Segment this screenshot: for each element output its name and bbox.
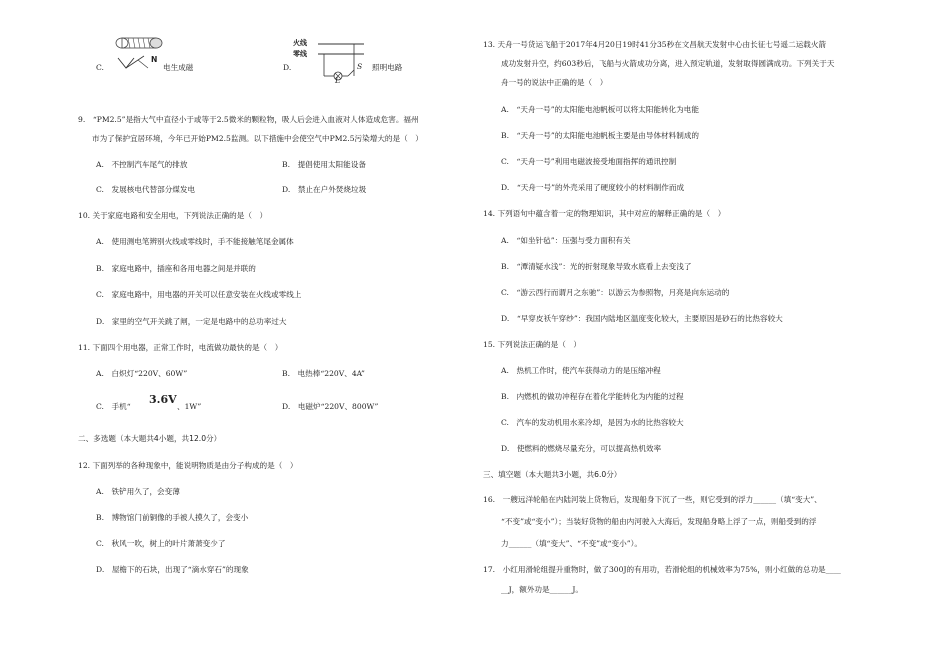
q15-stem: 15. 下列说法正确的是（ ） [483,340,582,349]
q8-option-c-letter: C. [96,63,104,72]
q13-stem-line1: 13. 天舟一号货运飞船于2017年4月20日19时41分35秒在文昌航天发射中心由长征七号遥二运载火箭 [483,40,827,49]
q13-stem-line3: 舟一号的说法中正确的是（ ） [501,78,608,87]
q10-option-b: B. 家庭电路中，插座和各用电器之间是并联的 [96,264,256,273]
q14-option-a: A. “如坐针毡”：压强与受力面积有关 [501,236,631,245]
q10-option-a: A. 使用测电笔辨别火线或零线时，手不能接触笔尾金属体 [96,237,294,246]
q8-figure-n-label: N [151,55,158,64]
q14-option-c: C. “游云西行而谓月之东驰”：以游云为参照物，月亮是向东运动的 [501,288,730,297]
q9-option-a: A. 不控制汽车尾气的排放 [96,160,188,169]
q8-circuit-neutral-label: 零线 [293,50,307,58]
q13-option-b: B. “天舟一号”的太阳能电池帆板主要是由导体材料制成的 [501,131,700,140]
q12-option-d: D. 屋檐下的石块，出现了“滴水穿石”的现象 [96,565,249,574]
q12-stem: 12. 下面列举的各种现象中，能说明物质是由分子构成的是（ ） [78,461,298,470]
q9-stem-line2: 市为了保护宜居环境，今年已开始PM2.5监测。以下措施中会使空气中PM2.5污染增大的是（ ） [92,134,423,143]
q16-line2: “不变”或“变小”）；当装好货物的船由内河驶入大海后，发现船身略上浮了一点，则船受到的浮 [501,517,817,526]
q14-stem: 14. 下列语句中蕴含着一定的物理知识，其中对应的解释正确的是（ ） [483,209,726,218]
q11-option-b: B. 电热棒“220V、4A” [282,369,365,378]
q11-option-d: D. 电磁炉“220V、800W” [282,402,379,411]
q15-option-a: A. 热机工作时，使汽车获得动力的是压缩冲程 [501,366,661,375]
q13-option-d: D. “天舟一号”的外壳采用了硬度较小的材料制作而成 [501,183,685,192]
q12-option-b: B. 博物馆门前铜像的手被人摸久了，会变小 [96,513,249,522]
lighting-circuit-figure [318,38,368,82]
q10-option-d: D. 家里的空气开关跳了闸，一定是电路中的总功率过大 [96,317,287,326]
q9-stem-line1: 9. “PM2.5”是指大气中直径小于或等于2.5微米的颗粒物，吸人后会进入血液对人体造成危害。福州 [78,115,419,124]
section-multiple-choice-heading: 二、多选题（本大题共4小题，共12.0分） [78,434,222,443]
q11-option-c-suffix: 、1W” [177,402,202,411]
q9-option-c: C. 发展核电代替部分煤发电 [96,185,196,194]
q13-option-c: C. “天舟一号”利用电磁波接受地面指挥的通讯控制 [501,157,677,166]
q11-option-c-prefix: C. 手机“ [96,402,131,411]
q16-line1: 16. 一艘远洋轮船在内陆河装上货物后，发现船身下沉了一些，则它受到的浮力______（填“变大”、 [483,495,822,504]
q10-option-c: C. 家庭电路中，用电器的开关可以任意安装在火线或零线上 [96,290,302,299]
q17-line1: 17. 小红用滑轮组提升重物时，做了300J的有用功，若滑轮组的机械效率为75%，则小红做的总功是____ [483,565,841,574]
q9-option-b: B. 提倡使用太阳能设备 [282,160,366,169]
q13-stem-line2: 成功发射升空，约603秒后，飞船与火箭成功分离，进入预定轨道，发射取得圆满成功。下列关于天 [501,59,835,68]
q8-option-d-label: 照明电路 [372,63,403,72]
q8-circuit-live-label: 火线 [293,39,307,47]
q11-option-a: A. 白炽灯“220V、60W” [96,369,188,378]
q12-option-c: C. 秋风一吹，树上的叶片萧萧变少了 [96,539,226,548]
q15-option-b: B. 内燃机的做功冲程存在着化学能转化为内能的过程 [501,392,684,401]
q16-line3: 力______（填“变大”、“不变”或“变小”）。 [501,539,642,548]
section-fill-in-heading: 三、填空题（本大题共3小题，共6.0分） [483,470,622,479]
q14-option-b: B. “潭清疑水浅”：光的折射现象导致水底看上去变浅了 [501,262,692,271]
q9-option-d: D. 禁止在户外焚烧垃圾 [282,185,367,194]
q10-stem: 10. 关于家庭电路和安全用电，下列说法正确的是（ ） [78,211,268,220]
q8-circuit-lamp-label: L [335,76,341,85]
q17-line2: __J，额外功是______J。 [501,585,584,594]
q13-option-a: A. “天舟一号”的太阳能电池帆板可以将太阳能转化为电能 [501,105,699,114]
q15-option-c: C. 汽车的发动机用水来冷却，是因为水的比热容较大 [501,418,684,427]
q11-stem: 11. 下面四个用电器，正常工作时，电流做功最快的是（ ） [78,343,283,352]
q15-option-d: D. 使燃料的燃烧尽量充分，可以提高热机效率 [501,444,662,453]
q12-option-a: A. 铁铲用久了，会变薄 [96,487,180,496]
q8-option-c-label: 电生成磁 [163,63,194,72]
q11-option-c-value: 3.6V [149,393,177,406]
q14-option-d: D. “早穿皮袄午穿纱”：我国内陆地区温度变化较大，主要原因是砂石的比热容较大 [501,314,783,323]
q8-option-d-letter: D. [283,63,292,72]
q8-circuit-switch-label: S [357,62,363,71]
